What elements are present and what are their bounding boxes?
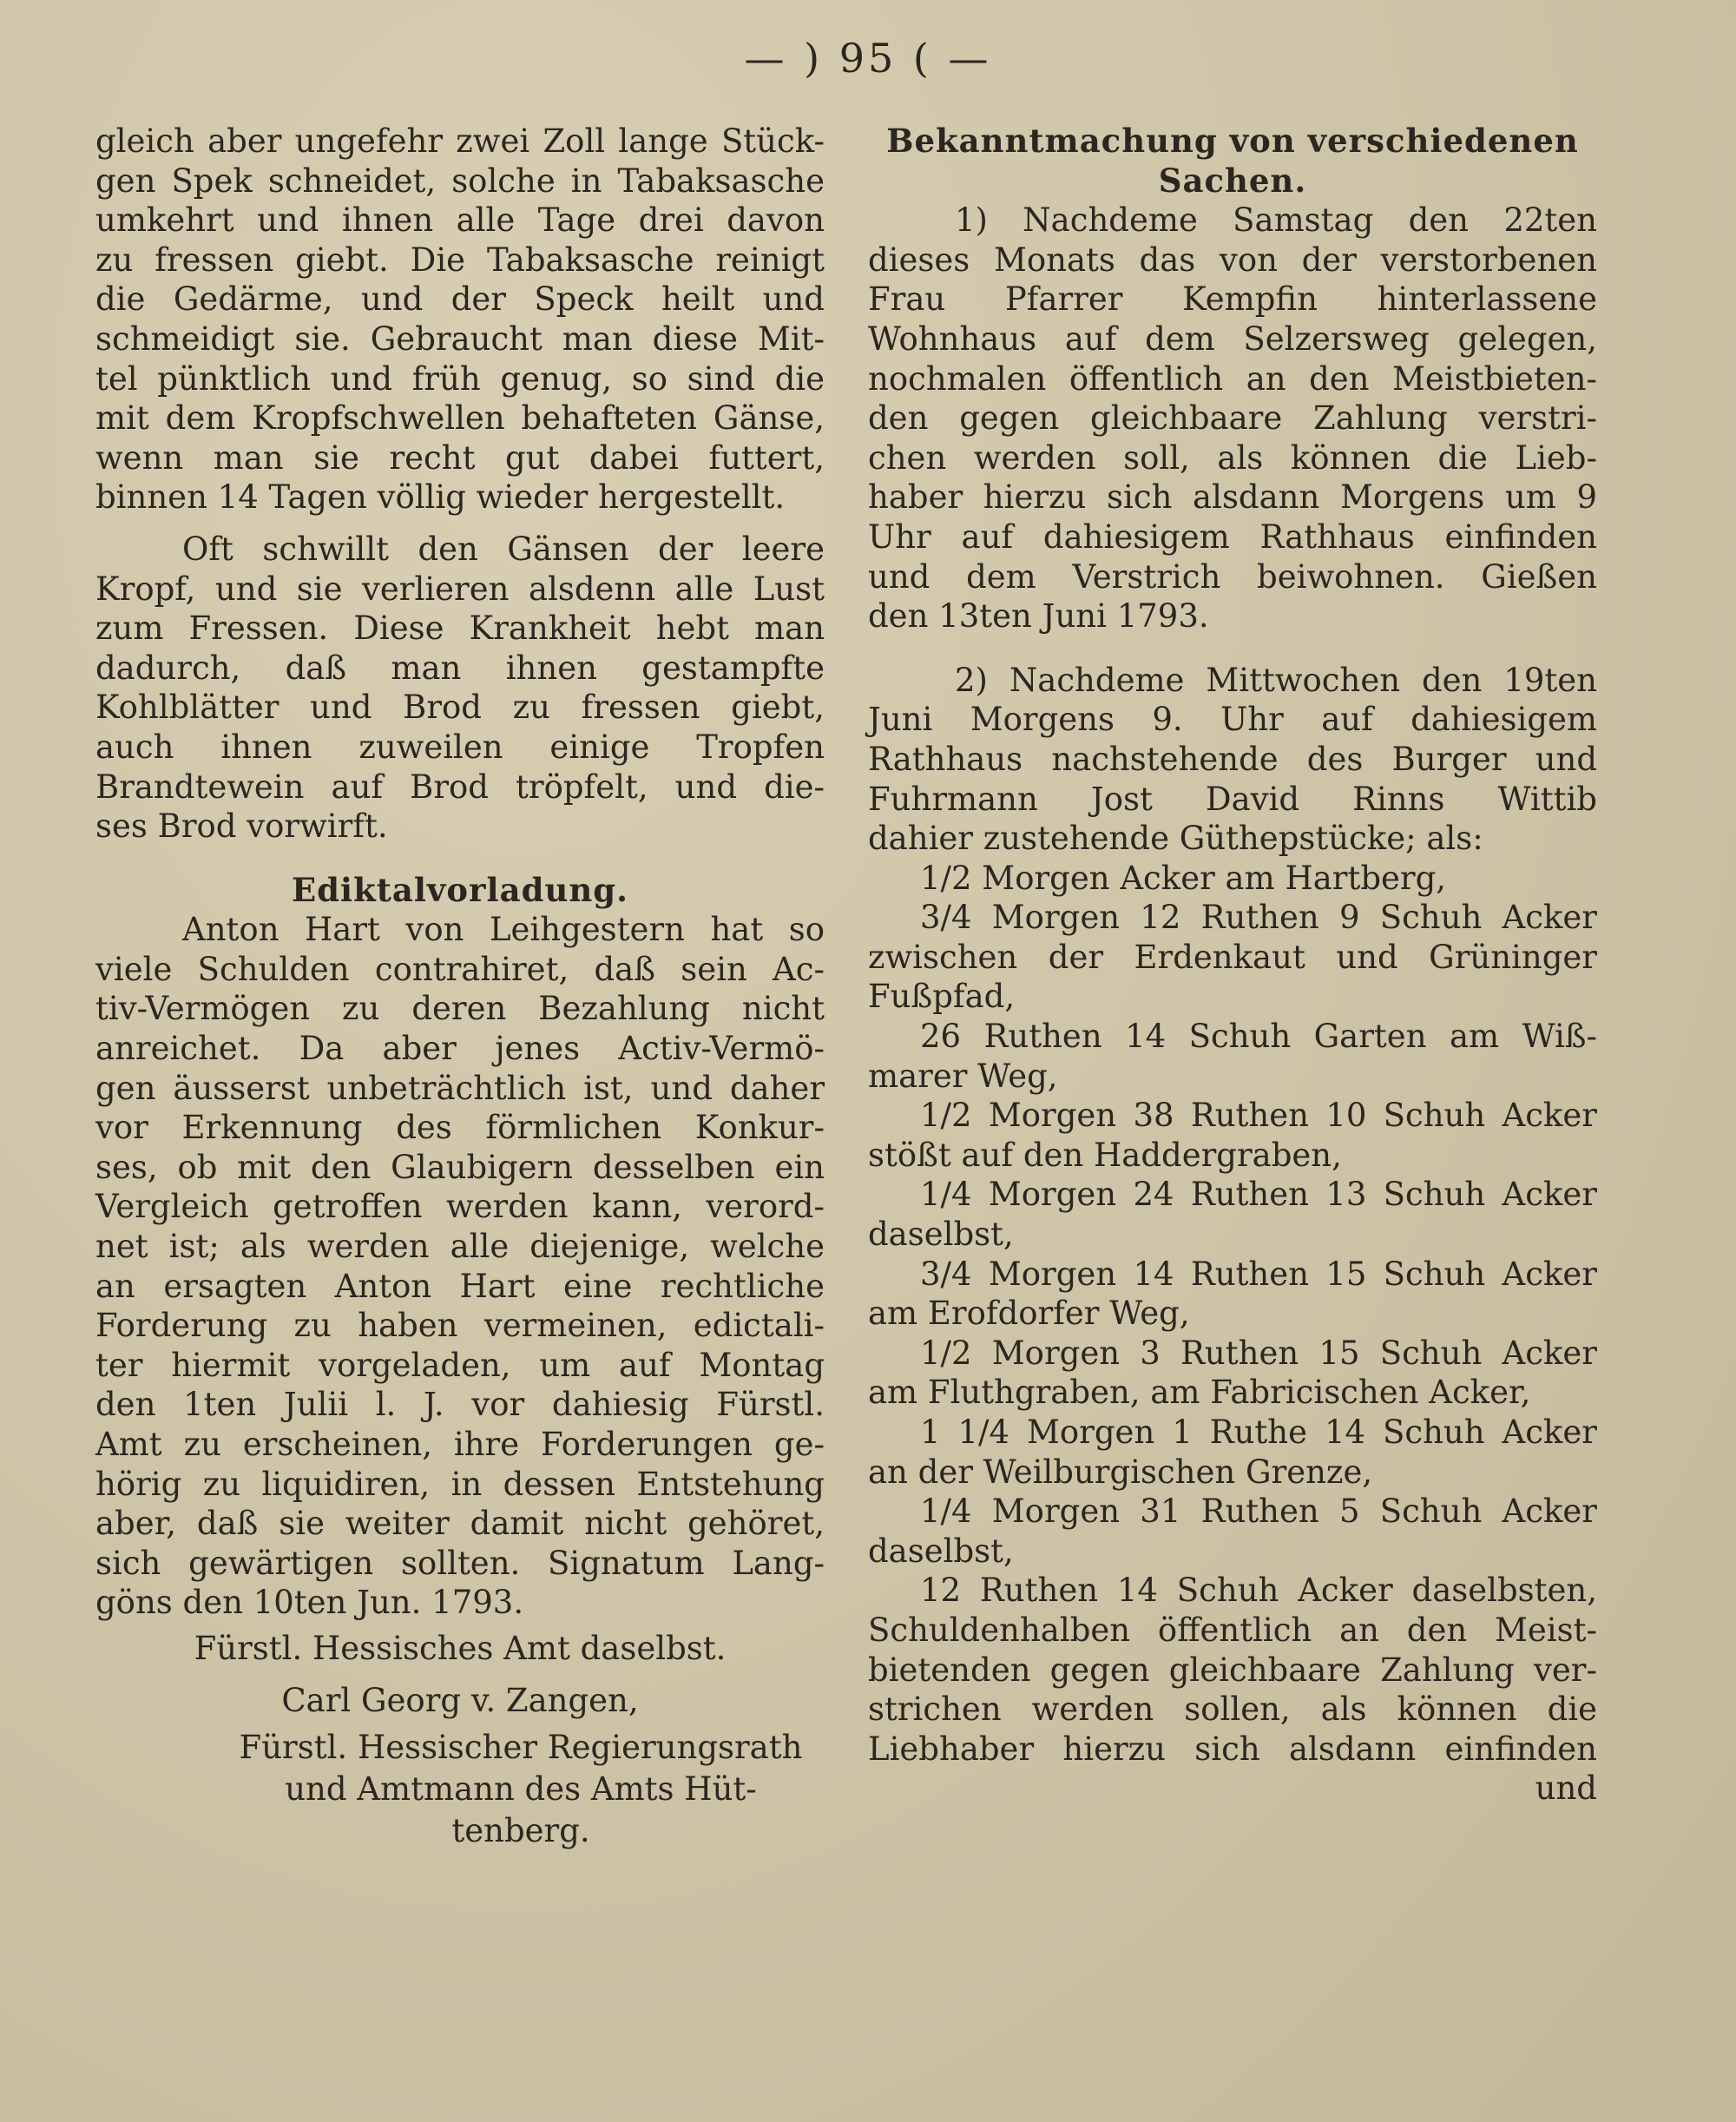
text-line: dadurch, daß man ihnen gestampfte [95, 649, 825, 687]
text-line: Forderung zu haben vermeinen, edictali- [95, 1307, 825, 1345]
text-line: gen Spek schneidet, solche in Tabaksasche [95, 161, 825, 200]
text-line: hörig zu liquidiren, in dessen Entstehung [95, 1465, 825, 1503]
text-line: Kropf, und sie verlieren alsdenn alle Lust [95, 570, 825, 608]
text-line: Amt zu erscheinen, ihre Forderungen ge- [95, 1426, 825, 1463]
text-line: bietenden gegen gleichbaare Zahlung ver- [868, 1651, 1597, 1689]
paragraph-goose-remedy [95, 122, 825, 517]
text-line: auch ihnen zuweilen einige Tropfen [95, 728, 825, 766]
parcel-line: 1/2 Morgen 38 Ruthen 10 Schuh Acker [920, 1097, 1597, 1135]
parcel-line: 1/4 Morgen 24 Ruthen 13 Schuh Acker [920, 1176, 1597, 1214]
text-line: ter hiermit vorgeladen, um auf Montag [95, 1346, 825, 1384]
announcement-item-1 [868, 201, 1597, 636]
parcel-line: am Erofdorfer Weg, [868, 1295, 1190, 1333]
signature-title: tenberg. [451, 1811, 590, 1849]
text-line: nochmalen öffentlich an den Meistbieten- [868, 359, 1597, 398]
parcel-list [868, 859, 1597, 1611]
signature-title: Fürstl. Hessischer Regierungsrath [239, 1728, 803, 1766]
text-line: haber hierzu sich alsdann Morgens um 9 [868, 478, 1597, 517]
text-line: göns den 10ten Jun. 1793. [95, 1584, 524, 1622]
text-line: gen äusserst unbeträchtlich ist, und daher [95, 1069, 825, 1107]
text-line: anreichet. Da aber jenes Activ-Vermö- [95, 1030, 825, 1068]
parcel-line: 26 Ruthen 14 Schuh Garten am Wiß- [920, 1018, 1597, 1056]
paragraph-empty-crop [95, 530, 825, 847]
edict-heading: Ediktalvorladung. [291, 870, 628, 909]
paragraph-edict [95, 910, 825, 1623]
text-line: Liebhaber hierzu sich alsdann einfinden [868, 1730, 1597, 1768]
left-column [95, 122, 825, 1852]
parcel-line: 1/2 Morgen Acker am Hartberg, [920, 859, 1447, 897]
text-line: Uhr auf dahiesigem Rathhaus einfinden [868, 517, 1597, 556]
text-line: vor Erkennung des förmlichen Konkur- [95, 1109, 825, 1147]
text-line: viele Schulden contrahiret, daß sein Ac- [95, 950, 825, 988]
text-line: Fuhrmann Jost David Rinns Wittib [868, 780, 1597, 818]
announcement-heading: Sachen. [1158, 161, 1307, 200]
right-column [868, 122, 1597, 1809]
text-line: Schuldenhalben öffentlich an den Meist- [868, 1611, 1597, 1649]
signature-name: Carl Georg v. Zangen, [281, 1681, 639, 1719]
signature-block [95, 1623, 825, 1852]
text-line: Oft schwillt den Gänsen der leere [182, 530, 825, 568]
text-line: umkehrt und ihnen alle Tage drei davon [95, 201, 825, 240]
text-line: 2) Nachdeme Mittwochen den 19ten [955, 661, 1597, 699]
text-line: 1) Nachdeme Samstag den 22ten [955, 201, 1597, 240]
text-line: dieses Monats das von der verstorbenen [868, 241, 1597, 279]
text-line: Anton Hart von Leihgestern hat so [182, 911, 825, 949]
signature-office: Fürstl. Hessisches Amt daselbst. [194, 1629, 727, 1667]
parcel-line: marer Weg, [868, 1057, 1058, 1095]
text-line: aber, daß sie weiter damit nicht gehöret, [95, 1505, 825, 1543]
parcel-line: am Fluthgraben, am Fabricischen Acker, [868, 1374, 1531, 1412]
text-line: die Gedärme, und der Speck heilt und [95, 280, 825, 319]
text-line: Frau Pfarrer Kempfin hinterlassene [868, 280, 1597, 319]
text-line: Kohlblätter und Brod zu fressen giebt, [95, 689, 825, 727]
text-line: tiv-Vermögen zu deren Bezahlung nicht [95, 990, 825, 1028]
text-line: Rathhaus nachstehende des Burger und [868, 740, 1597, 778]
text-line: ses, ob mit den Glaubigern desselben ein [95, 1148, 825, 1186]
text-line: binnen 14 Tagen völlig wieder hergestellt. [95, 478, 786, 517]
parcel-line: 12 Ruthen 14 Schuh Acker daselbsten, [920, 1572, 1597, 1610]
text-line: chen werden soll, als können die Lieb- [868, 438, 1597, 477]
text-line: tel pünktlich und früh genug, so sind die [95, 359, 825, 398]
text-line: gleich aber ungefehr zwei Zoll lange Stück- [95, 122, 825, 160]
text-line: an ersagten Anton Hart eine rechtliche [95, 1267, 825, 1305]
parcel-line: Fußpfad, [868, 978, 1016, 1016]
text-line: ses Brod vorwirft. [95, 807, 388, 846]
text-line: mit dem Kropfschwellen behafteten Gänse, [95, 399, 825, 438]
text-line: wenn man sie recht gut dabei futtert, [95, 438, 825, 477]
text-line: zum Fressen. Diese Krankheit hebt man [95, 610, 825, 648]
text-line: Vergleich getroffen werden kann, verord- [95, 1188, 825, 1226]
parcel-line: stößt auf den Haddergraben, [868, 1136, 1342, 1174]
parcel-line: 1/2 Morgen 3 Ruthen 15 Schuh Acker [920, 1334, 1597, 1372]
parcel-line: 3/4 Morgen 12 Ruthen 9 Schuh Acker [920, 899, 1597, 937]
parcel-line: zwischen der Erdenkaut und Grüninger [868, 938, 1597, 976]
announcement-heading: Bekanntmachung von verschiedenen [886, 122, 1579, 160]
text-line: Juni Morgens 9. Uhr auf dahiesigem [868, 701, 1597, 739]
parcel-line: 1/4 Morgen 31 Ruthen 5 Schuh Acker [920, 1493, 1597, 1531]
parcel-line: 3/4 Morgen 14 Ruthen 15 Schuh Acker [920, 1255, 1597, 1293]
text-line: Wohnhaus auf dem Selzersweg gelegen, [868, 320, 1597, 358]
text-line: schmeidigt sie. Gebraucht man diese Mit- [95, 320, 825, 358]
announcement-item-2 [868, 661, 1597, 1809]
text-line: sich gewärtigen sollten. Signatum Lang- [95, 1544, 825, 1582]
text-line: strichen werden sollen, als können die [868, 1690, 1597, 1729]
text-line: dahier zustehende Güthерstücke; als: [868, 820, 1483, 858]
text-line: net ist; als werden alle diejenige, welche [95, 1228, 825, 1266]
page-number: — ) 95 ( — [744, 35, 992, 82]
text-line: zu fressen giebt. Die Tabaksasche reinigt [95, 241, 825, 279]
parcel-line: an der Weilburgischen Grenze, [868, 1453, 1373, 1491]
text-line: Brandtewein auf Brod tröpfelt, und die- [95, 768, 825, 806]
signature-title: und Amtmann des Amts Hüt- [285, 1769, 757, 1808]
text-line: und dem Verstrich beiwohnen. Gießen [868, 557, 1597, 596]
parcel-line: daselbst, [868, 1532, 1014, 1570]
catchword: und [1535, 1769, 1597, 1808]
parcel-line: daselbst, [868, 1216, 1014, 1254]
parcel-line: 1 1/4 Morgen 1 Ruthe 14 Schuh Acker [920, 1414, 1597, 1451]
text-line: den gegen gleichbaare Zahlung verstri- [868, 399, 1597, 438]
text-line: den 13ten Juni 1793. [868, 597, 1209, 636]
text-line: den 1ten Julii l. J. vor dahiesig Fürstl. [95, 1386, 825, 1424]
